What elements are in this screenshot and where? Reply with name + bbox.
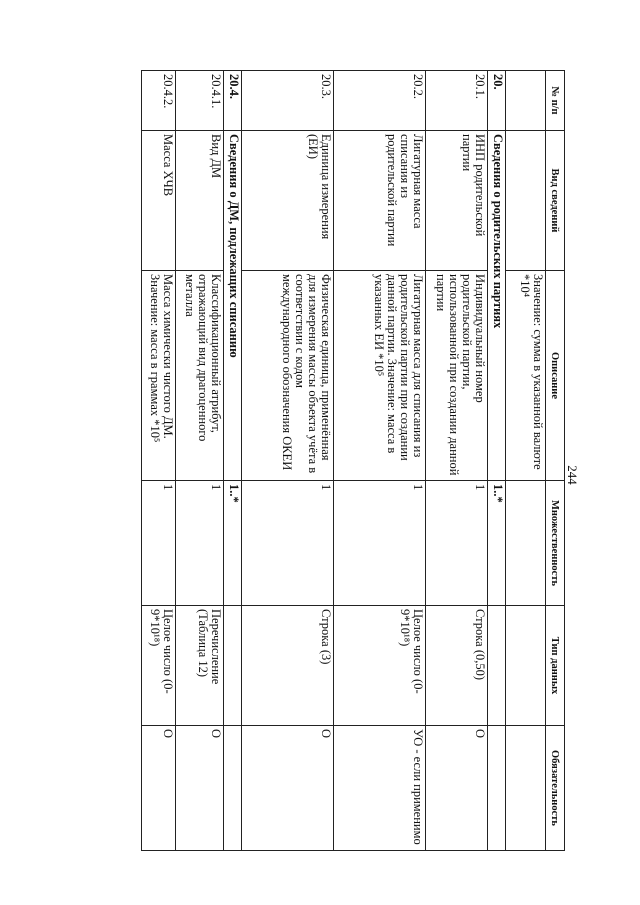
cell-desc: Классификационный атрибут, отражающий вид драгоценного металла [176, 271, 224, 481]
cell-req: О [142, 726, 176, 851]
table-row [426, 71, 488, 851]
header-req: Обязательность [546, 726, 565, 851]
header-type: Тип данных [546, 606, 565, 726]
cell-desc: Лигатурная масса для списания из родительской партии при создании данной партии. Значение: масса в указанных ЕИ *10⁵ [334, 271, 426, 481]
cell-mult: 1 [426, 481, 488, 606]
cell-num: 20.4. [224, 71, 242, 131]
cell-mult: 1 [242, 481, 334, 606]
cell-num: 20.2. [334, 71, 426, 131]
table-row [142, 71, 176, 851]
cell-type [506, 606, 546, 726]
cell-kind: Лигатурная масса списания из родительской партии [334, 131, 426, 271]
table-header-row [546, 71, 565, 851]
cell-type: Целое число (0-9*10¹⁸) [334, 606, 426, 726]
rotated-table-container [128, 70, 565, 850]
header-mult: Множественность [546, 481, 565, 606]
cell-num [506, 71, 546, 131]
section-row [224, 71, 242, 851]
table-row [242, 71, 334, 851]
table-row [506, 71, 546, 851]
cell-mult: 1 [334, 481, 426, 606]
cell-type: Строка (0,50) [426, 606, 488, 726]
cell-kind [506, 131, 546, 271]
cell-mult: 1..* [224, 481, 242, 606]
cell-type: Перечисление (Таблица 12) [176, 606, 224, 726]
cell-num: 20. [488, 71, 506, 131]
cell-type: Строка (3) [242, 606, 334, 726]
table-row [176, 71, 224, 851]
cell-req: УО - если применимо [334, 726, 426, 851]
cell-mult: 1..* [488, 481, 506, 606]
cell-mult [506, 481, 546, 606]
cell-req: О [242, 726, 334, 851]
cell-kind: Масса ХЧВ [142, 131, 176, 271]
cell-num: 20.4.1. [176, 71, 224, 131]
cell-kind: ИНП родительской партии [426, 131, 488, 271]
cell-desc: Индивидуальный номер родительской партии, использованной при создании данной партии [426, 271, 488, 481]
cell-num: 20.1. [426, 71, 488, 131]
table-row [334, 71, 426, 851]
header-desc: Описание [546, 271, 565, 481]
cell-req: О [426, 726, 488, 851]
cell-desc: Физическая единица, применённая для измерения массы объекта учёта в соответствии с кодом международного обозначения ОКЕИ [242, 271, 334, 481]
data-table [141, 70, 565, 851]
section-row [488, 71, 506, 851]
cell-kind: Единица измерения (ЕИ) [242, 131, 334, 271]
cell-req: О [176, 726, 224, 851]
cell-type: Целое число (0-9*10¹⁸) [142, 606, 176, 726]
cell-kind: Вид ДМ [176, 131, 224, 271]
cell-desc: Масса химически чистого ДМ. Значение: масса в граммах *10⁵ [142, 271, 176, 481]
header-kind: Вид сведений [546, 131, 565, 271]
section-title: Сведения о ДМ, подлежащих списанию [224, 131, 242, 481]
header-num: № п/п [546, 71, 565, 131]
cell-num: 20.3. [242, 71, 334, 131]
cell-num: 20.4.2. [142, 71, 176, 131]
cell-desc: Значение: сумма в указанной валюте *10⁴ [506, 271, 546, 481]
cell-req [506, 726, 546, 851]
cell-mult: 1 [176, 481, 224, 606]
page-number: 244 [565, 465, 580, 485]
section-title: Сведения о родительских партиях [488, 131, 506, 481]
cell-mult: 1 [142, 481, 176, 606]
